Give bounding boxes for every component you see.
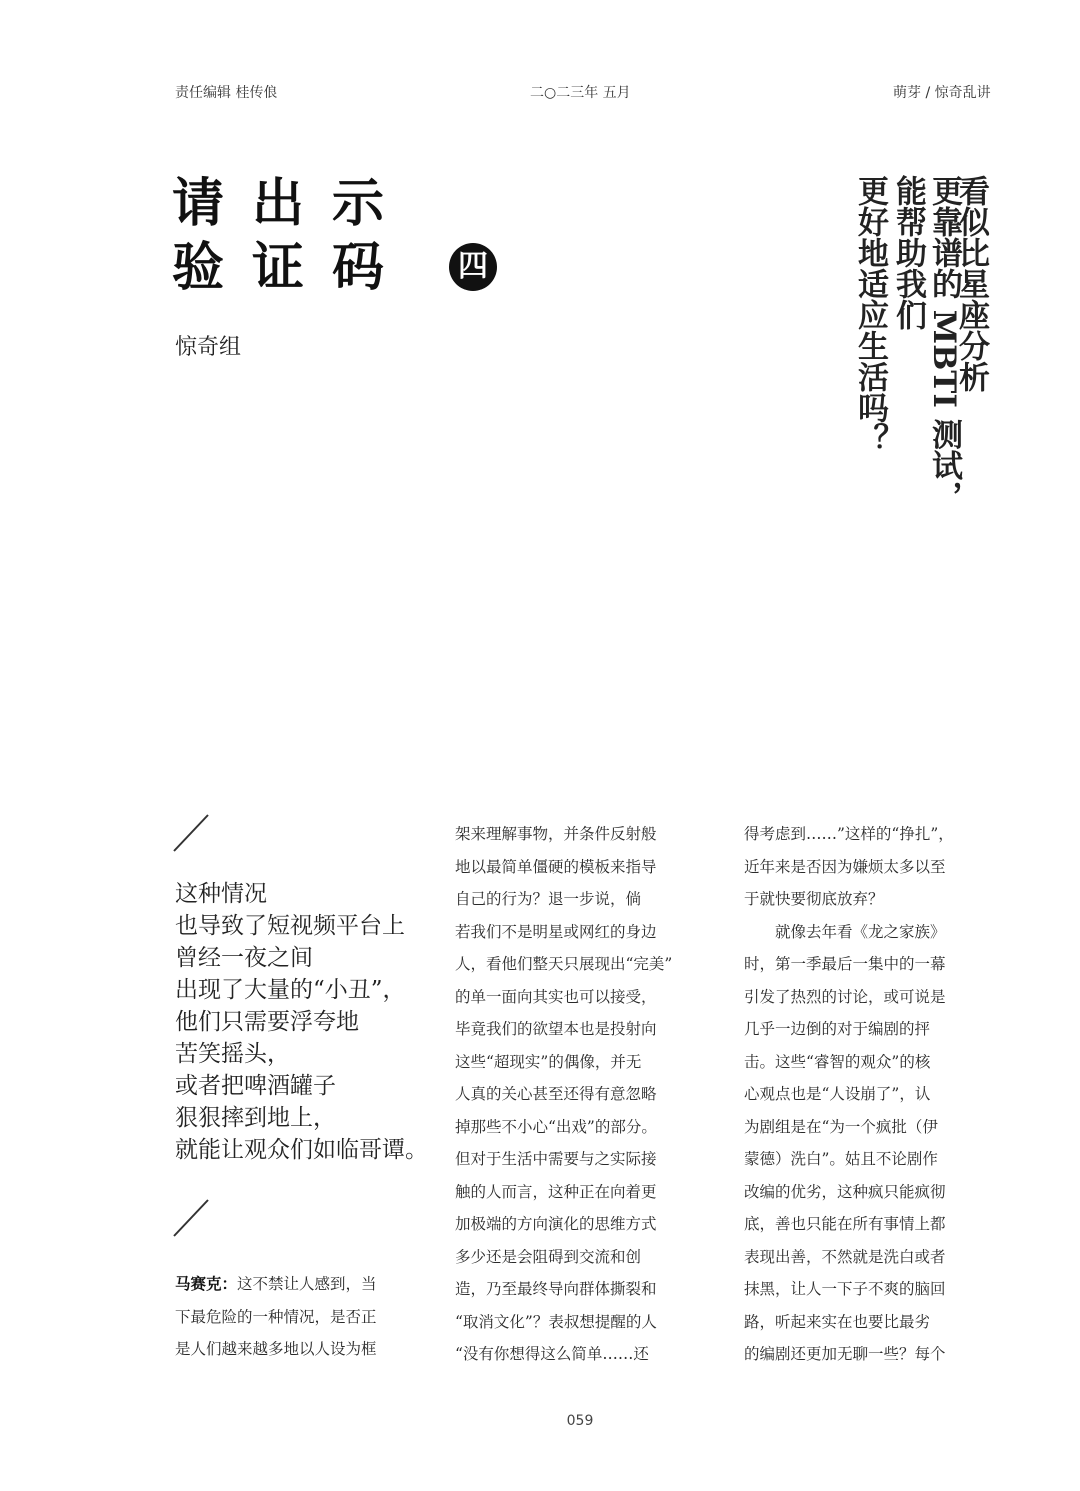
speaker-name: 马赛克：: [175, 1274, 238, 1293]
pull-quote-line: 这种情况: [175, 881, 267, 907]
body-line: “没有你想得这么简单……还: [455, 1345, 649, 1363]
pull-quote-line: 出现了大量的“小丑”，: [175, 977, 406, 1003]
body-line: 于就快要彻底放弃？: [744, 890, 884, 908]
page-number: 059: [566, 1413, 594, 1429]
body-line: 击。这些“睿智的观众”的核: [744, 1052, 931, 1071]
body-line: 的单一面向其实也可以接受，: [455, 987, 657, 1006]
body-line: [175, 1268, 425, 1301]
body-line: 下最危险的一种情况，是否正: [175, 1307, 377, 1326]
body-line: 多少还是会阻碍到交流和创: [455, 1247, 642, 1266]
slash-divider-icon: [172, 813, 210, 853]
body-line: 架来理解事物，并条件反射般: [455, 825, 657, 843]
body-line: 改编的优劣，这种疯只能疯彻: [744, 1182, 946, 1201]
body-line: 人，看他们整天只展现出“完美”: [455, 955, 673, 973]
subtitle-column-2: 更靠谱的 MBTI 测试，: [926, 175, 962, 512]
body-line: 时，第一季最后一集中的一幕: [744, 955, 946, 973]
body-line: 近年来是否因为嫌烦太多以至: [744, 857, 946, 876]
body-line: 表现出善，不然就是洗白或者: [744, 1247, 946, 1266]
pull-quote-line: 他们只需要浮夸地: [175, 1009, 359, 1035]
body-line: 若我们不是明星或网红的身边: [455, 922, 657, 941]
body-line: 蒙德）洗白”。姑且不论剧作: [744, 1150, 938, 1168]
body-line: 触的人而言，这种正在向着更: [455, 1182, 657, 1201]
subtitle-column-4: 更好地适应生活吗？: [852, 175, 888, 454]
title-line-1: 请出示: [172, 173, 413, 234]
pull-quote-line: 狠狠摔到地上，: [175, 1105, 336, 1131]
body-line: 心观点也是“人设崩了”，认: [744, 1085, 931, 1103]
body-line: 造，乃至最终导向群体撕裂和: [455, 1280, 657, 1298]
slash-divider-icon: [172, 1198, 210, 1238]
body-line: 得考虑到……”这样的“挣扎”，: [744, 825, 954, 843]
pull-quote-line: 曾经一夜之间: [175, 945, 313, 971]
subtitle-column-3: 能帮助我们: [890, 175, 926, 330]
pull-quote-line: 或者把啤酒罐子: [175, 1073, 336, 1099]
body-column-2: [455, 818, 711, 1371]
header-section: 萌芽 / 惊奇乱讲: [893, 85, 991, 101]
body-line: “取消文化”？表叔想提醒的人: [455, 1312, 657, 1331]
subtitle-column-1: 看似比星座分析: [953, 175, 989, 392]
body-line: 的编剧还更加无聊一些？每个: [744, 1345, 946, 1363]
body-line: 这些“超现实”的偶像，并无: [455, 1052, 642, 1071]
pull-quote-line: 也导致了短视频平台上: [175, 913, 405, 939]
header-editor: 责任编辑 桂传俍: [175, 85, 278, 101]
body-line: 掉那些不小心“出戏”的部分。: [455, 1117, 657, 1136]
body-line: 路，听起来实在也要比最劣: [744, 1312, 931, 1331]
body-line: 抹黑，让人一下子不爽的脑回: [744, 1280, 946, 1298]
pull-quote: [175, 878, 435, 1166]
body-line-text: 这不禁让人感到，当: [237, 1275, 377, 1293]
body-line: 地以最简单僵硬的模板来指导: [455, 857, 657, 876]
body-line: 是人们越来越多地以人设为框: [175, 1340, 377, 1358]
pull-quote-line: 就能让观众们如临哥谭。: [175, 1137, 428, 1163]
title-line-2: 验证码: [172, 237, 413, 298]
body-line: 自己的行为？退一步说，倘: [455, 890, 642, 908]
body-column-3: [744, 818, 996, 1371]
body-line: 引发了热烈的讨论，或可说是: [744, 987, 946, 1006]
body-line: 几乎一边倒的对于编剧的抨: [744, 1020, 931, 1038]
header-date: 二○二三年 五月: [530, 85, 631, 101]
body-line: 为剧组是在“为一个疯批（伊: [744, 1117, 938, 1136]
body-line: 毕竟我们的欲望本也是投射向: [455, 1020, 657, 1038]
body-line: 就像去年看《龙之家族》: [744, 922, 946, 941]
body-line: 加极端的方向演化的思维方式: [455, 1215, 657, 1233]
body-line: 底，善也只能在所有事情上都: [744, 1215, 946, 1233]
body-column-1: [175, 1268, 425, 1366]
body-line: 但对于生活中需要与之实际接: [455, 1150, 657, 1168]
pull-quote-line: 苦笑摇头，: [175, 1041, 290, 1067]
author-byline: 惊奇组: [175, 335, 242, 360]
issue-number-badge: 四: [449, 243, 497, 291]
body-line: 人真的关心甚至还得有意忽略: [455, 1085, 657, 1103]
